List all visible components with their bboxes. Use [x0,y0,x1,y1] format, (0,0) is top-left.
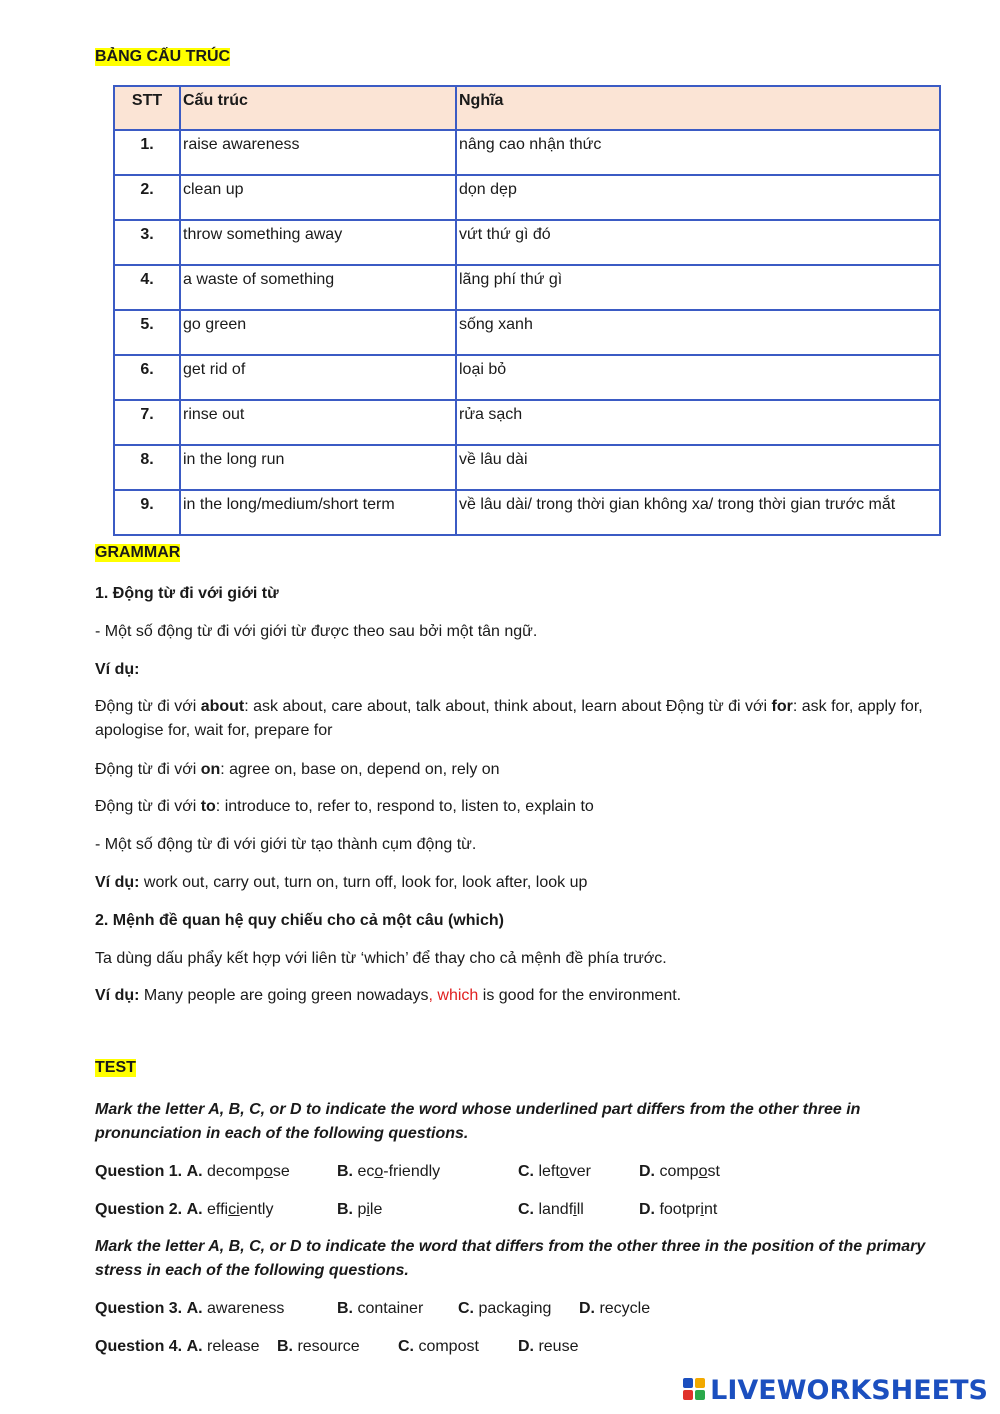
about-word: about [200,698,245,715]
option-letter: A. [186,1201,203,1218]
for-word: for [771,698,793,715]
option-letter: B. [277,1338,293,1355]
row-meaning: về lâu dài [456,445,940,490]
option-c: packaging [478,1300,552,1317]
option-d: recycle [599,1300,651,1317]
option-b: container [357,1300,424,1317]
option-c: landfill [538,1201,584,1218]
option-a: release [207,1338,260,1355]
question-label: Question 3. [95,1300,183,1317]
question-3 [95,1297,955,1321]
row-structure: clean up [180,175,456,220]
row-meaning: dọn dẹp [456,175,940,220]
about-for-paragraph [95,695,955,743]
row-number: 9. [114,490,180,535]
table-row [114,130,940,175]
table-row [114,265,940,310]
which-example-end: is good for the environment. [478,987,682,1004]
option-b: eco-friendly [357,1163,441,1180]
row-number: 6. [114,355,180,400]
row-number: 2. [114,175,180,220]
grammar-heading: GRAMMAR [95,544,181,561]
grammar-section-2-line-1: Ta dùng dấu phẩy kết hợp với liên từ ‘which’ để thay cho cả mệnh đề phía trước. [95,950,667,967]
row-structure: in the long/medium/short term [180,490,456,535]
logo-icon [683,1378,707,1402]
example-label: Ví dụ: [95,874,140,891]
question-1 [95,1160,955,1184]
option-d: footprint [659,1201,718,1218]
option-d: reuse [538,1338,579,1355]
table-row [114,490,940,535]
grammar-section-2-title: 2. Mệnh đề quan hệ quy chiếu cho cả một câu (which) [95,912,504,929]
test-instruction-2: Mark the letter A, B, C, or D to indicate the word that differs from the other three in the position of the primary stress in each of the following questions. [95,1238,926,1279]
to-word: to [200,798,216,815]
vocab-table [113,85,941,536]
option-d: compost [659,1163,720,1180]
option-letter: D. [518,1338,534,1355]
row-meaning: vứt thứ gì đó [456,220,940,265]
row-structure: go green [180,310,456,355]
table-row [114,400,940,445]
row-structure: rinse out [180,400,456,445]
table-row [114,310,940,355]
option-letter: C. [518,1201,534,1218]
row-structure: raise awareness [180,130,456,175]
row-number: 3. [114,220,180,265]
option-letter: D. [639,1163,655,1180]
option-letter: D. [639,1201,655,1218]
option-b: resource [297,1338,360,1355]
row-structure: throw something away [180,220,456,265]
option-c: compost [418,1338,479,1355]
row-meaning: sống xanh [456,310,940,355]
header-structure: Cấu trúc [180,86,456,130]
liveworksheets-logo[interactable] [683,1372,988,1408]
question-label: Question 2. [95,1201,183,1218]
grammar-section-1-title: 1. Động từ đi với giới từ [95,585,279,602]
which-example [95,984,955,1008]
to-paragraph [95,795,955,819]
option-letter: C. [518,1163,534,1180]
about-list: : ask about, care about, talk about, think about, learn about [244,698,666,715]
table-row [114,445,940,490]
row-meaning: rửa sạch [456,400,940,445]
option-letter: A. [186,1338,203,1355]
header-meaning: Nghĩa [456,86,940,130]
table-row [114,355,940,400]
table-header-row [114,86,940,130]
logo-text: LIVEWORKSHEETS [710,1374,988,1406]
verb-prefix: Động từ đi với [95,761,201,778]
test-heading: TEST [95,1059,136,1076]
verb-prefix: Động từ đi với [95,798,201,815]
question-2 [95,1198,955,1222]
row-meaning: nâng cao nhận thức [456,130,940,175]
phrasal-example [95,871,955,895]
option-a: decompose [207,1163,290,1180]
row-structure: get rid of [180,355,456,400]
for-list: : ask for, apply for, apologise for, wait for, prepare for [95,698,923,739]
row-number: 1. [114,130,180,175]
question-label: Question 1. [95,1163,183,1180]
option-letter: B. [337,1163,353,1180]
row-number: 7. [114,400,180,445]
on-list: : agree on, base on, depend on, rely on [220,761,500,778]
on-word: on [200,761,221,778]
question-label: Question 4. [95,1338,183,1355]
option-a: awareness [207,1300,285,1317]
option-a: efficiently [207,1201,274,1218]
header-stt: STT [114,86,180,130]
question-4 [95,1335,955,1359]
test-instruction-1: Mark the letter A, B, C, or D to indicate the word whose underlined part differs from the other three in pronunciation in each of the following questions. [95,1101,861,1142]
row-number: 5. [114,310,180,355]
option-b: pile [357,1201,383,1218]
row-number: 8. [114,445,180,490]
vocab-heading: BẢNG CẤU TRÚC [95,48,231,65]
verb-prefix: Động từ đi với [665,698,772,715]
row-structure: in the long run [180,445,456,490]
option-letter: C. [398,1338,414,1355]
option-letter: B. [337,1300,353,1317]
option-letter: D. [579,1300,595,1317]
verb-prefix: Động từ đi với [95,698,201,715]
on-paragraph [95,758,955,782]
example-label: Ví dụ: [95,987,140,1004]
option-letter: C. [458,1300,474,1317]
phrasal-list: work out, carry out, turn on, turn off, look for, look after, look up [139,874,588,891]
table-row [114,175,940,220]
grammar-section-1-line-1: - Một số động từ đi với giới từ được theo sau bởi một tân ngữ. [95,623,538,640]
option-c: leftover [538,1163,591,1180]
row-structure: a waste of something [180,265,456,310]
which-example-start: Many people are going green nowadays [139,987,429,1004]
which-example-highlight: , which [428,987,479,1004]
option-letter: A. [186,1163,203,1180]
row-meaning: lãng phí thứ gì [456,265,940,310]
table-row [114,220,940,265]
to-list: : introduce to, refer to, respond to, listen to, explain to [215,798,594,815]
row-number: 4. [114,265,180,310]
option-letter: A. [186,1300,203,1317]
grammar-section-1-line-2: - Một số động từ đi với giới từ tạo thành cụm động từ. [95,836,477,853]
example-label: Ví dụ: [95,661,140,678]
option-letter: B. [337,1201,353,1218]
row-meaning: loại bỏ [456,355,940,400]
row-meaning: về lâu dài/ trong thời gian không xa/ trong thời gian trước mắt [456,490,940,535]
